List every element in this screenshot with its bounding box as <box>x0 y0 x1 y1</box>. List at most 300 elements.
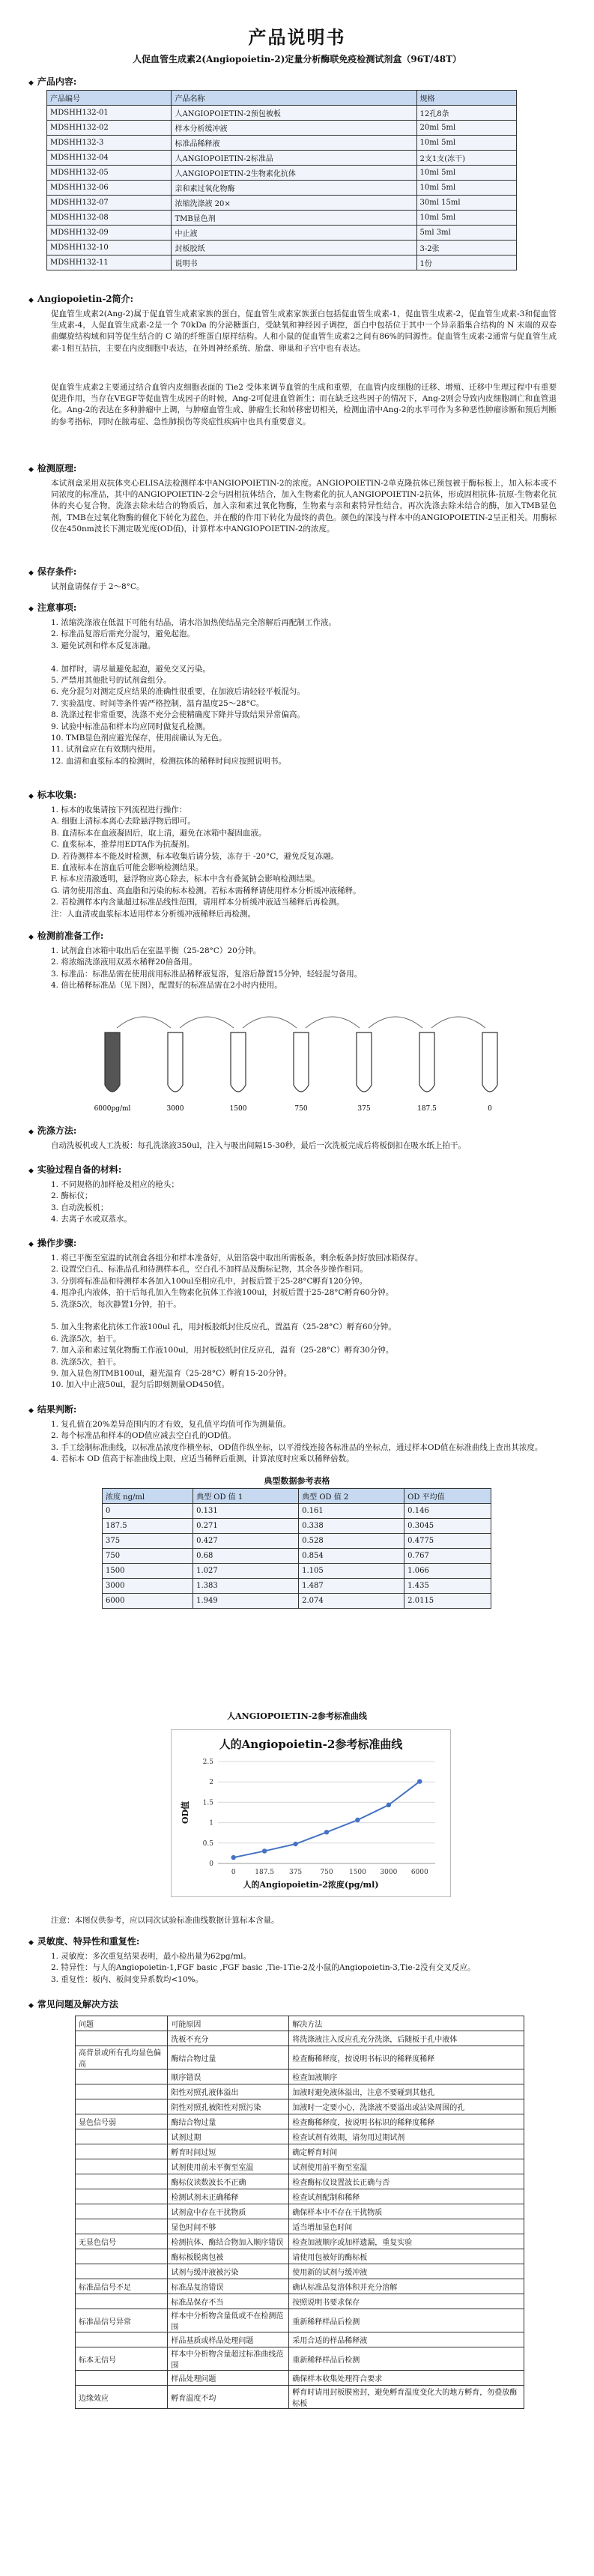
contents-cell: MDSHH132-02 <box>47 121 172 136</box>
trouble-cell: 按照说明书要求保存 <box>289 2294 524 2309</box>
reference-cell: 1.066 <box>404 1564 491 1579</box>
trouble-header-cell: 解决方法 <box>289 2016 524 2031</box>
contents-row <box>47 256 517 270</box>
tube-icon <box>105 1032 120 1092</box>
tube-icon <box>357 1032 372 1092</box>
perf-heading: ◆ 灵敏度、特异性和重复性: <box>28 1935 139 1947</box>
contents-cell: 3-2张 <box>416 241 516 256</box>
list-item: 5. 严禁用其他批号的试剂盒组分。 <box>51 676 172 686</box>
reference-row <box>103 1579 491 1594</box>
trouble-cell: 孵育温度不均 <box>168 2386 289 2409</box>
list-item: 4. 倍比稀释标准品（见下图），配置好的标准品需在2小时内使用。 <box>51 981 282 991</box>
trouble-cell: 显色时间不够 <box>168 2219 289 2234</box>
trouble-cell: 高背景或所有孔均显色偏高 <box>76 2046 168 2069</box>
data-point <box>262 1848 267 1853</box>
reference-cell: 0.4775 <box>404 1534 491 1549</box>
trouble-cell: 阳性对照孔液体溢出 <box>168 2084 289 2099</box>
trouble-row <box>76 2084 524 2099</box>
steps-list <box>51 1253 560 1391</box>
trouble-row <box>76 2219 524 2234</box>
doc-subtitle: 人促血管生成素2(Angiopoietin-2)定量分析酶联免疫检测试剂盒（96T/48T） <box>132 54 462 64</box>
contents-cell: 人ANGIOPOIETIN-2生物素化抗体 <box>172 166 416 181</box>
list-item: 1. 灵敏度：多次重复结果表明，最小检出量为62pg/ml。 <box>51 1952 252 1961</box>
list-item: C. 血浆标本，推荐用EDTA作为抗凝剂。 <box>51 840 195 850</box>
list-item: 3. 重复性：板内、板间变异系数均<10%。 <box>51 1974 203 1984</box>
list-item: 1. 试剂盒自冰箱中取出后在室温平衡（25-28°C）20分钟。 <box>51 946 261 955</box>
contents-row <box>47 241 517 256</box>
materials-heading: ◆ 实验过程自备的材料: <box>28 1163 121 1176</box>
reference-cell: 187.5 <box>103 1519 193 1534</box>
prep-list <box>51 946 560 992</box>
trouble-cell: 重新稀释样品后检测 <box>289 2309 524 2332</box>
reference-cell: 6000 <box>103 1594 193 1609</box>
trouble-row <box>76 2099 524 2114</box>
trouble-cell: 检测试剂未正确稀释 <box>168 2189 289 2204</box>
trouble-cell <box>76 2219 168 2234</box>
trouble-cell <box>76 2294 168 2309</box>
list-item: 4. 若标本 OD 值高于标准曲线上限，应适当稀释后重测，计算浓度时应乘以稀释倍数。 <box>51 1454 354 1464</box>
list-item <box>51 1310 560 1322</box>
contents-cell: MDSHH132-10 <box>47 241 172 256</box>
list-item <box>51 652 560 663</box>
reference-cell: 0.146 <box>404 1504 491 1519</box>
list-item: 4. 甩净孔内液体，拍干后每孔加入生物素化抗体工作液100ul，封板后置于25-28°C孵育60分钟。 <box>51 1288 394 1298</box>
contents-header-cell: 规格 <box>416 91 516 106</box>
trouble-cell: 检查酶稀释度，按说明书标识的稀释度稀释 <box>289 2114 524 2129</box>
reference-cell: 3000 <box>103 1579 193 1594</box>
tube-label: 3000 <box>166 1105 184 1113</box>
transfer-arrow-icon <box>431 1017 485 1028</box>
trouble-cell <box>76 2099 168 2114</box>
tube-icon <box>482 1032 497 1092</box>
trouble-row <box>76 2159 524 2174</box>
trouble-cell: 洗板不充分 <box>168 2031 289 2046</box>
list-item: 7. 实验温度、时间等条件需严格控制，温育温度25～28°C。 <box>51 698 264 708</box>
contents-cell: MDSHH132-01 <box>47 106 172 121</box>
results-heading: ◆ 结果判断: <box>28 1403 76 1415</box>
contents-table <box>46 90 517 270</box>
contents-row <box>47 121 517 136</box>
contents-row <box>47 106 517 121</box>
contents-cell: 2支1支(冻干) <box>416 151 516 166</box>
contents-row <box>47 136 517 151</box>
trouble-row <box>76 2174 524 2189</box>
trouble-cell: 确认标准品复溶体积并充分溶解 <box>289 2279 524 2294</box>
trouble-row <box>76 2347 524 2371</box>
chart-caption: 人ANGIOPOIETIN-2参考标准曲线 <box>227 1711 367 1721</box>
reference-cell: 0.161 <box>299 1504 404 1519</box>
reference-row <box>103 1534 491 1549</box>
trouble-cell: 标准品信号异常 <box>76 2309 168 2332</box>
trouble-cell: 加液时避免液体溢出，注意不要碰到其他孔 <box>289 2084 524 2099</box>
trouble-cell: 检查加液顺序 <box>289 2069 524 2084</box>
reference-row <box>103 1504 491 1519</box>
contents-cell: 中止液 <box>172 226 416 241</box>
trouble-cell <box>76 2174 168 2189</box>
list-item: 8. 洗涤过程非常重要，洗涤不充分会使精确度下降并导致结果异常偏高。 <box>51 710 305 720</box>
reference-cell: 1500 <box>103 1564 193 1579</box>
list-item: 1. 浓缩洗涤液在低温下可能有结晶，请水浴加热使结晶完全溶解后再配制工作液。 <box>51 618 336 627</box>
data-point <box>231 1855 236 1860</box>
y-tick-label: 0.5 <box>202 1839 213 1848</box>
principle-paragraph: 本试剂盒采用双抗体夹心ELISA法检测样本中ANGIOPOIETIN-2的浓度。ANGIOPOIETIN-2单克隆抗体已预包被于酶标板上，加入标本或不同浓度的标准品，其中的ANGIOPOIETIN-2会与固相抗体结合，加入生物素化的抗人ANGIOPOIETIN-2抗体，形成固相抗体-抗原-生物素化抗体的夹心复合物，洗涤去除未结合的物质后，加入亲和素过氧化物酶，生物素与亲和素特异性结合，再次洗涤去除未结合的酶，加入TMB显色剂，TMB在过氧化物酶的催化下转化为蓝色，并在酸的作用下转化为最终的黄色。颜色的深浅与样本中的ANGIOPOIETIN-2呈正相关。用酶标仪在450nm波长下测定吸光度(OD值)，计算样本中ANGIOPOIETIN-2的浓度。 <box>51 479 557 533</box>
trouble-row <box>76 2144 524 2159</box>
dilution-diagram <box>82 1003 532 1115</box>
sample-list <box>51 805 560 920</box>
trouble-row <box>76 2294 524 2309</box>
trouble-row <box>76 2371 524 2386</box>
trouble-row <box>76 2129 524 2144</box>
transfer-arrow-icon <box>180 1017 234 1028</box>
reference-cell: 0 <box>103 1504 193 1519</box>
contents-cell: MDSHH132-3 <box>47 136 172 151</box>
trouble-cell: 将洗涤液注入反应孔充分洗涤，后随板于孔中液体 <box>289 2031 524 2046</box>
trouble-row <box>76 2386 524 2409</box>
contents-cell: 10ml 5ml <box>416 211 516 226</box>
list-item: 10. TMB显色剂应避光保存，使用前确认为无色。 <box>51 734 227 743</box>
reference-row <box>103 1564 491 1579</box>
standard-curve-chart <box>171 1729 451 1897</box>
list-item: 2. 设置空白孔、标准品孔和待测样本孔，空白孔不加样品及酶标记物，其余各步操作相同。 <box>51 1265 368 1275</box>
x-tick-label: 6000 <box>410 1869 428 1876</box>
trouble-cell: 试剂过期 <box>168 2129 289 2144</box>
x-axis-label: 人的Angiopoietin-2浓度(pg/ml) <box>243 1880 379 1890</box>
sample-heading: ◆ 标本收集: <box>28 788 76 801</box>
reference-cell: 0.427 <box>193 1534 299 1549</box>
list-item: 7. 加入亲和素过氧化物酶工作液100ul，用封板胶纸封住反应孔，温育（25-28°C）孵育30分钟。 <box>51 1346 394 1355</box>
series-line <box>234 1782 420 1857</box>
contents-cell: MDSHH132-04 <box>47 151 172 166</box>
trouble-cell <box>76 2249 168 2264</box>
data-point <box>324 1830 329 1834</box>
reference-cell: 0.854 <box>299 1549 404 1564</box>
contents-cell: MDSHH132-11 <box>47 256 172 270</box>
contents-heading: ◆ 产品内容: <box>28 75 76 88</box>
trouble-cell: 适当增加显色时间 <box>289 2219 524 2234</box>
trouble-header-cell: 问题 <box>76 2016 168 2031</box>
reference-cell: 2.074 <box>299 1594 404 1609</box>
trouble-cell: 样品基质或样品处理问题 <box>168 2332 289 2347</box>
list-item: 5. 加入生物素化抗体工作液100ul 孔，用封板胶纸封住反应孔，置温育（25-28°C）孵育60分钟。 <box>51 1322 396 1332</box>
reference-cell: 0.131 <box>193 1504 299 1519</box>
contents-row <box>47 151 517 166</box>
trouble-row <box>76 2031 524 2046</box>
list-item: 9. 加入显色剂TMB100ul，避光温育（25-28°C）孵育15-20分钟。 <box>51 1369 292 1379</box>
list-item: E. 血液标本在溶血后可能会影响检测结果。 <box>51 863 204 873</box>
trouble-cell <box>76 2084 168 2099</box>
reference-table <box>102 1488 491 1609</box>
tube-icon <box>231 1032 246 1092</box>
trouble-row <box>76 2114 524 2129</box>
trouble-cell: 标准品信号不足 <box>76 2279 168 2294</box>
y-tick-label: 1 <box>209 1819 213 1827</box>
trouble-row <box>76 2279 524 2294</box>
trouble-cell: 检查加液顺序或加样遗漏，重复实验 <box>289 2234 524 2249</box>
reference-header-cell: OD 平均值 <box>404 1489 491 1504</box>
trouble-cell: 检测抗体、酶结合物加入顺序错误 <box>168 2234 289 2249</box>
reference-cell: 0.68 <box>193 1549 299 1564</box>
trouble-cell <box>76 2159 168 2174</box>
contents-row <box>47 196 517 211</box>
list-item: 1. 不同规格的加样枪及相应的枪头； <box>51 1180 179 1189</box>
chart-title: 人的Angiopoietin-2参考标准曲线 <box>219 1738 403 1751</box>
trouble-cell: 重新稀释样品后检测 <box>289 2347 524 2371</box>
list-item: 3. 标准品：标准品需在使用前用标准品稀释液复溶，复溶后静置15分钟，轻轻混匀备用。 <box>51 969 363 979</box>
contents-cell: MDSHH132-08 <box>47 211 172 226</box>
tube-label: 187.5 <box>417 1105 437 1113</box>
perf-list <box>51 1951 560 1986</box>
trouble-cell <box>76 2332 168 2347</box>
list-item: 12. 血清和血浆标本的检测时，检测抗体的稀释时间应按照说明书。 <box>51 756 287 766</box>
y-tick-label: 2.5 <box>202 1759 213 1766</box>
reference-cell: 1.105 <box>299 1564 404 1579</box>
data-point <box>417 1779 422 1783</box>
reference-cell: 1.435 <box>404 1579 491 1594</box>
trouble-cell: 酶标板脱离包被 <box>168 2249 289 2264</box>
contents-cell: MDSHH132-09 <box>47 226 172 241</box>
list-item: 10. 加入中止液50ul，混匀后即刻测量OD450值。 <box>51 1380 230 1390</box>
storage-paragraph: 试剂盒请保存于 2～8°C。 <box>51 582 145 591</box>
list-item: 2. 特异性：与人的Angiopoietin-1,FGF basic ,FGF basic ,Tie-1Tie-2及小鼠的Angiopoietin-3,Tie-2没有交叉反应。 <box>51 1963 476 1973</box>
chart-svg <box>172 1730 450 1896</box>
trouble-cell: 使用新的试剂与缓冲液 <box>289 2264 524 2279</box>
y-axis-label: OD值 <box>181 1801 190 1824</box>
list-item: 8. 洗涤5次，拍干。 <box>51 1357 121 1367</box>
list-item: 6. 洗涤5次，拍干。 <box>51 1334 121 1343</box>
contents-cell: 12孔8条 <box>416 106 516 121</box>
y-tick-label: 0 <box>209 1860 213 1868</box>
list-item: 3. 避免试剂和样本反复冻融。 <box>51 641 156 650</box>
trouble-cell: 显色信号弱 <box>76 2114 168 2129</box>
reference-row <box>103 1594 491 1609</box>
reference-cell: 2.0115 <box>404 1594 491 1609</box>
trouble-row <box>76 2332 524 2347</box>
trouble-cell: 采用合适的样品稀释液 <box>289 2332 524 2347</box>
trouble-cell: 标本无信号 <box>76 2347 168 2371</box>
trouble-cell: 检查试剂有效期，请勿用过期试剂 <box>289 2129 524 2144</box>
trouble-cell: 酶结合物过量 <box>168 2046 289 2069</box>
reference-cell: 1.383 <box>193 1579 299 1594</box>
notes-list <box>51 617 560 767</box>
trouble-cell <box>76 2031 168 2046</box>
intro-heading: ◆ Angiopoietin-2简介: <box>28 292 133 305</box>
trouble-heading: ◆ 常见问题及解决方法 <box>28 1998 118 2010</box>
list-item: 6. 充分混匀对测定反应结果的准确性很重要，在加液后请轻轻平板混匀。 <box>51 687 305 697</box>
reference-cell: 0.3045 <box>404 1519 491 1534</box>
contents-row <box>47 181 517 196</box>
tube-label: 375 <box>357 1105 371 1113</box>
results-list <box>51 1419 560 1466</box>
contents-cell: 10ml 5ml <box>416 136 516 151</box>
trouble-cell: 试剂盒中存在干扰物质 <box>168 2204 289 2219</box>
x-tick-label: 187.5 <box>255 1869 275 1876</box>
intro-paragraph-1: 促血管生成素2(Ang-2)属于促血管生成素家族的蛋白，促血管生成素家族蛋白包括促血管生成素-1，促血管生成素-2，促血管生成素-3和促血管生成素-4，人促血管生成素-2是一个 70kDa 的分泌糖蛋白，受缺氧和神经因子调控，蛋白中包括位于其中一个异亲脂集合结构的 N 末端的双卷曲螺旋结构域和同等促生结合的 C 端的纤维蛋白原样结构。人和小鼠的促血管生成素2之间有86%的同源性。促血管生成素-2通常与促血管生成素-1相互拮抗，主要在内皮细胞中表达，在外周神经系统、胎盘、卵巢和子宫中也有表达。 <box>51 309 557 353</box>
storage-heading: ◆ 保存条件: <box>28 565 76 578</box>
list-item: F. 标本应清澈透明，悬浮物应离心除去，标本中含有叠氮钠会影响检测结果。 <box>51 874 320 884</box>
trouble-cell <box>76 2204 168 2219</box>
trouble-cell: 样本中分析物含量低或不在检测范围 <box>168 2309 289 2332</box>
trouble-cell: 试剂使用前未平衡至室温 <box>168 2159 289 2174</box>
transfer-arrow-icon <box>117 1017 171 1028</box>
reference-table-title: 典型数据参考表格 <box>264 1476 330 1486</box>
trouble-row <box>76 2189 524 2204</box>
list-item: 注：人血清或血浆标本适用样本分析缓冲液稀释后再检测。 <box>51 909 255 919</box>
trouble-cell <box>76 2371 168 2386</box>
trouble-cell <box>76 2144 168 2159</box>
list-item: 2. 每个标准品和样本的OD值应减去空白孔的OD值。 <box>51 1431 236 1441</box>
trouble-cell <box>76 2189 168 2204</box>
list-item: A. 细胞上清标本离心去除悬浮物后即可。 <box>51 817 196 826</box>
reference-header-cell: 典型 OD 值 2 <box>299 1489 404 1504</box>
list-item: 2. 标准品复溶后需充分混匀，避免起泡。 <box>51 629 195 639</box>
trouble-cell: 请使用包被好的酶标板 <box>289 2249 524 2264</box>
trouble-cell: 确保样本中不存在干扰物质 <box>289 2204 524 2219</box>
trouble-cell: 孵育时间过短 <box>168 2144 289 2159</box>
list-item: G. 请勿使用溶血、高血脂和污染的标本检测。若标本需稀释请使用样本分析缓冲液稀释。 <box>51 886 361 895</box>
y-tick-label: 2 <box>209 1779 213 1787</box>
list-item: 3. 手工绘制标准曲线，以标准品浓度作横坐标，OD值作纵坐标，以平滑线连接各标准品的坐标点，通过样本OD值在标准曲线上查出其浓度。 <box>51 1442 543 1452</box>
x-tick-label: 3000 <box>380 1869 398 1876</box>
trouble-cell: 加液时一定要小心，洗涤液不要溢出或沾染周围的孔 <box>289 2099 524 2114</box>
trouble-row <box>76 2069 524 2084</box>
trouble-cell: 标准品保存不当 <box>168 2294 289 2309</box>
list-item: D. 若待测样本不能及时检测，标本收集后请分装，冻存于 -20°C，避免反复冻融。 <box>51 851 339 861</box>
contents-cell: MDSHH132-07 <box>47 196 172 211</box>
x-tick-label: 750 <box>320 1869 333 1876</box>
trouble-cell: 样本中分析物含量超过标准曲线范围 <box>168 2347 289 2371</box>
list-item: 1. 标本的收集请按下列流程进行操作： <box>51 805 187 814</box>
trouble-cell <box>76 2069 168 2084</box>
contents-cell: 说明书 <box>172 256 416 270</box>
tube-icon <box>419 1032 434 1092</box>
trouble-cell: 标准品复溶错误 <box>168 2279 289 2294</box>
data-point <box>387 1803 391 1807</box>
trouble-cell: 酶标仪读数波长不正确 <box>168 2174 289 2189</box>
contents-cell: TMB显色剂 <box>172 211 416 226</box>
list-item: 5. 洗涤5次，每次静置1分钟，拍干。 <box>51 1299 181 1309</box>
list-item: 2. 若检测样本内含量超过标准品线性范围，请用样本分析缓冲液适当稀释后再检测。 <box>51 898 345 907</box>
reference-cell: 0.767 <box>404 1549 491 1564</box>
materials-list <box>51 1179 560 1226</box>
trouble-row <box>76 2309 524 2332</box>
transfer-arrow-icon <box>243 1017 297 1028</box>
list-item: 1. 将已平衡至室温的试剂盒各组分和样本准备好，从铝箔袋中取出所需板条，剩余板条封好放回冰箱保存。 <box>51 1254 423 1263</box>
data-point <box>355 1818 360 1822</box>
doc-title: 产品说明书 <box>248 26 346 48</box>
contents-cell: 10ml 5ml <box>416 181 516 196</box>
trouble-row <box>76 2264 524 2279</box>
contents-row <box>47 166 517 181</box>
reference-cell: 1.487 <box>299 1579 404 1594</box>
trouble-cell: 酶结合物过量 <box>168 2114 289 2129</box>
trouble-cell: 检查酶稀释度，按说明书标识的稀释度稀释 <box>289 2046 524 2069</box>
contents-cell: 20ml 5ml <box>416 121 516 136</box>
reference-cell: 750 <box>103 1549 193 1564</box>
wash-paragraph: 自动洗板机或人工洗板：每孔洗涤液350ul，注入与吸出间隔15-30秒，最后一次洗板完成后将板倒扣在吸水纸上拍干。 <box>51 1141 466 1150</box>
contents-row <box>47 211 517 226</box>
tube-icon <box>294 1032 309 1092</box>
intro-paragraph-2: 促血管生成素2主要通过结合血管内皮细胞表面的 Tie2 受体来调节血管的生成和重塑，在血管内皮细胞的迁移、增殖、迁移中生理过程中有重要促进作用，当存在VEGF等促血管生成因子的时候，Ang-2可促进血管新生；而在缺乏这些因子的情况下，Ang-2则会导致内皮细胞凋亡和血管退化。Ang-2的表达在多种肿瘤中上调，与肿瘤血管生成、肿瘤生长和转移密切相关，检测血清中Ang-2的水平可作为多种恶性肿瘤诊断和预后判断的参考指标，同时在脓毒症、急性肺损伤等炎症性疾病中也具有重要意义。 <box>51 383 557 426</box>
reference-cell: 0.338 <box>299 1519 404 1534</box>
x-tick-label: 1500 <box>348 1869 366 1876</box>
tube-label: 1500 <box>229 1105 247 1113</box>
contents-cell: 5ml 3ml <box>416 226 516 241</box>
trouble-cell: 试剂使用前平衡至室温 <box>289 2159 524 2174</box>
contents-cell: MDSHH132-06 <box>47 181 172 196</box>
list-item: 11. 试剂盒应在有效期内使用。 <box>51 745 161 755</box>
list-item: 9. 试验中标准品和样本均应同时做复孔检测。 <box>51 722 210 731</box>
list-item: 4. 去离子水或双蒸水。 <box>51 1215 132 1224</box>
trouble-cell: 无显色信号 <box>76 2234 168 2249</box>
list-item: 3. 分别将标准品和待测样本各加入100ul至相应孔中，封板后置于25-28°C孵育120分钟。 <box>51 1276 368 1286</box>
trouble-row <box>76 2249 524 2264</box>
trouble-cell: 顺序错误 <box>168 2069 289 2084</box>
trouble-cell <box>76 2129 168 2144</box>
reference-cell: 0.271 <box>193 1519 299 1534</box>
trouble-cell: 边缘效应 <box>76 2386 168 2409</box>
x-tick-label: 375 <box>288 1869 303 1876</box>
principle-heading: ◆ 检测原理: <box>28 462 76 474</box>
trouble-row <box>76 2234 524 2249</box>
troubleshooting-table <box>75 2016 524 2409</box>
reference-cell: 375 <box>103 1534 193 1549</box>
list-item: 2. 酶标仪； <box>51 1191 93 1201</box>
contents-cell: 标准品稀释液 <box>172 136 416 151</box>
tube-label: 0 <box>488 1105 492 1113</box>
tube-label: 6000pg/ml <box>94 1105 131 1113</box>
chart-note: 注意：本图仅供参考，应以同次试验标准曲线数据计算标本含量。 <box>51 1916 279 1925</box>
trouble-cell: 确保样本收集处理符合要求 <box>289 2371 524 2386</box>
contents-cell: 样本分析缓冲液 <box>172 121 416 136</box>
contents-cell: 1份 <box>416 256 516 270</box>
trouble-cell: 试剂与缓冲液被污染 <box>168 2264 289 2279</box>
contents-cell: 30ml 15ml <box>416 196 516 211</box>
reference-header-cell: 浓度 ng/ml <box>103 1489 193 1504</box>
trouble-row <box>76 2046 524 2069</box>
tube-label: 750 <box>294 1105 308 1113</box>
trouble-row <box>76 2204 524 2219</box>
trouble-cell: 检查酶标仪设置波长正确与否 <box>289 2174 524 2189</box>
transfer-arrow-icon <box>369 1017 422 1028</box>
trouble-cell <box>76 2264 168 2279</box>
notes-heading: ◆ 注意事项: <box>28 601 76 614</box>
reference-cell: 1.949 <box>193 1594 299 1609</box>
trouble-cell: 确定孵育时间 <box>289 2144 524 2159</box>
list-item: B. 血清标本在血液凝固后，取上清，避免在冰箱中凝固血液。 <box>51 828 267 838</box>
steps-heading: ◆ 操作步骤: <box>28 1236 76 1249</box>
tube-icon <box>168 1032 183 1092</box>
contents-cell: 浓缩洗涤液 20× <box>172 196 416 211</box>
reference-row <box>103 1549 491 1564</box>
contents-cell: 亲和素过氧化物酶 <box>172 181 416 196</box>
contents-header-cell: 产品编号 <box>47 91 172 106</box>
contents-cell: 10ml 5ml <box>416 166 516 181</box>
trouble-cell: 孵育时请用封板膜密封，避免孵育温度变化大的地方孵育，勿叠放酶标板 <box>289 2386 524 2409</box>
x-tick-label: 0 <box>231 1869 236 1876</box>
list-item: 4. 加样时，请尽量避免起泡，避免交叉污染。 <box>51 664 210 674</box>
list-item: 1. 复孔值在20%差异范围内的才有效，复孔值平均值可作为测量值。 <box>51 1420 291 1429</box>
reference-header-cell: 典型 OD 值 1 <box>193 1489 299 1504</box>
trouble-cell: 样品处理问题 <box>168 2371 289 2386</box>
contents-cell: 人ANGIOPOIETIN-2标准品 <box>172 151 416 166</box>
contents-cell: MDSHH132-05 <box>47 166 172 181</box>
contents-cell: 封板胶纸 <box>172 241 416 256</box>
prep-heading: ◆ 检测前准备工作: <box>28 929 103 942</box>
reference-cell: 0.528 <box>299 1534 404 1549</box>
trouble-cell: 检查试剂配制和稀释 <box>289 2189 524 2204</box>
reference-row <box>103 1519 491 1534</box>
reference-cell: 1.027 <box>193 1564 299 1579</box>
